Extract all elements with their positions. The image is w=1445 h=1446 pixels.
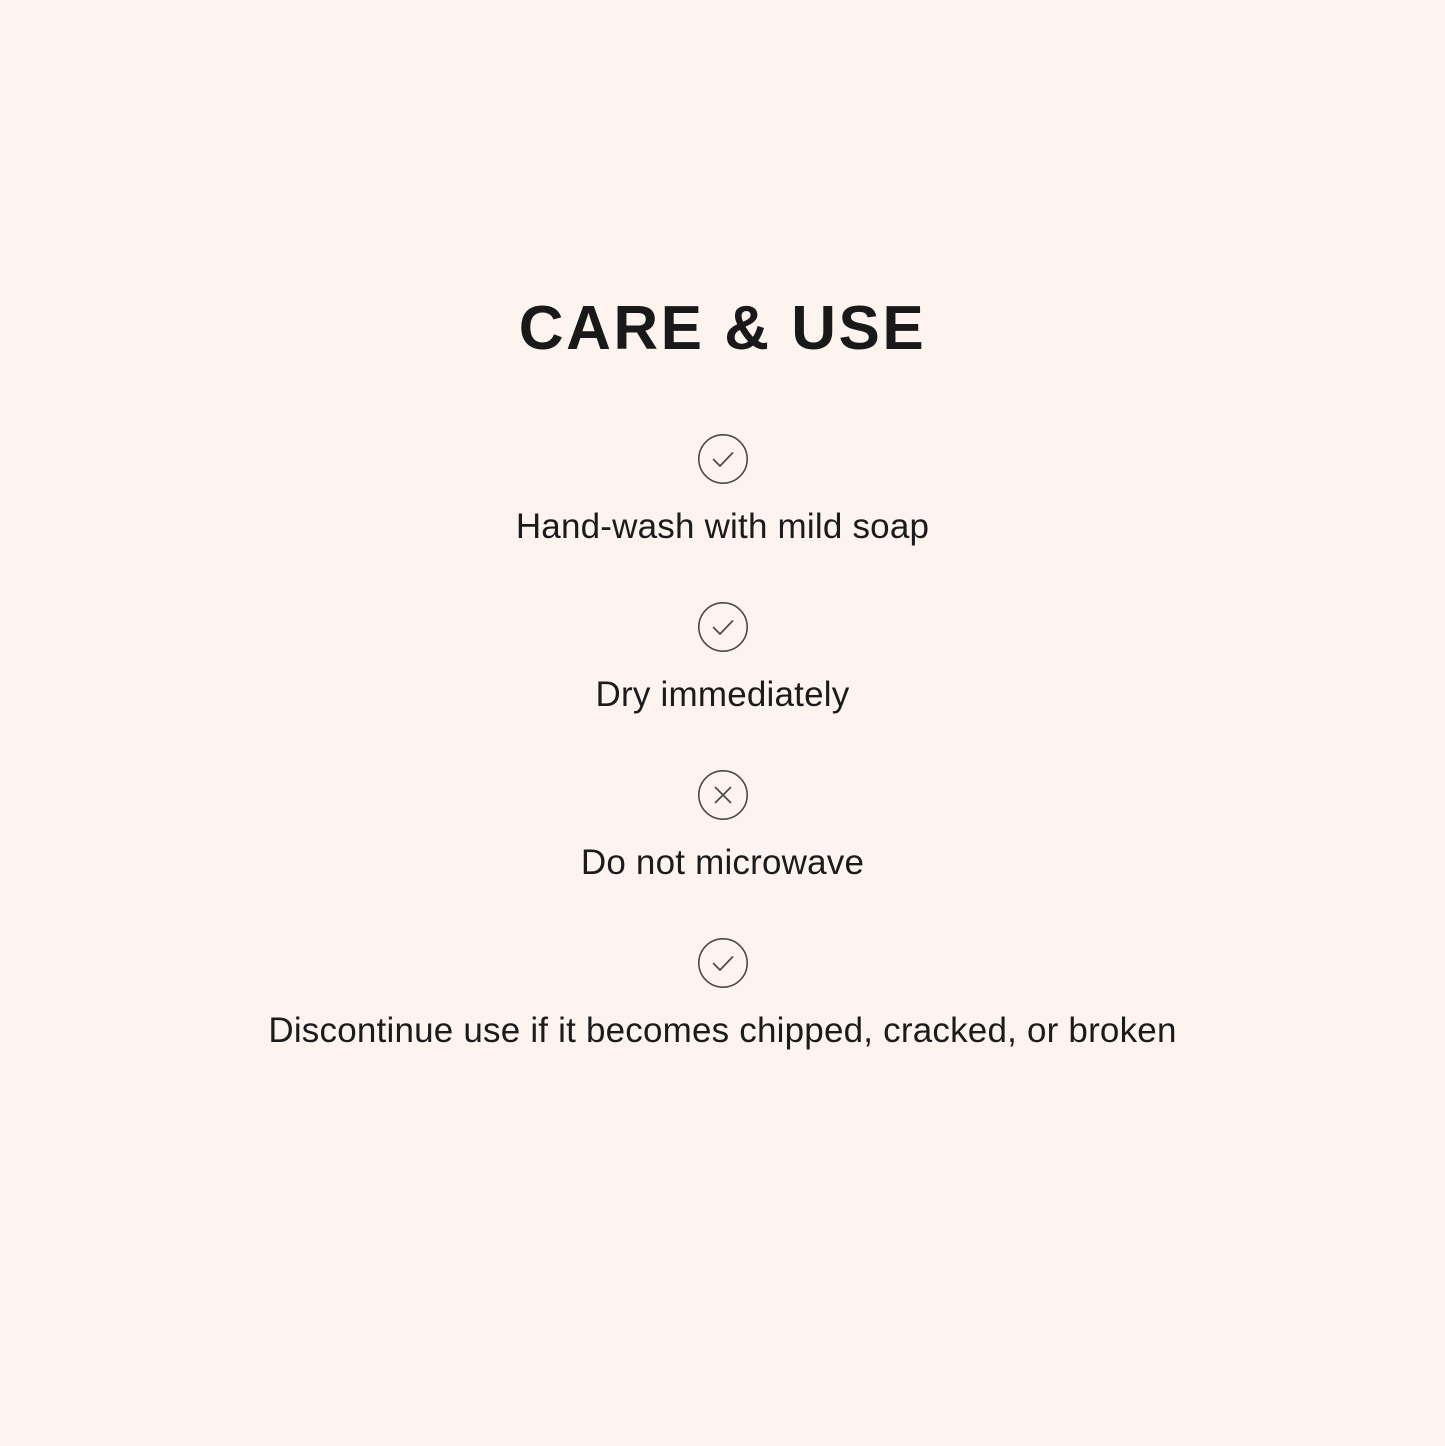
list-item [0, 769, 1445, 884]
list-item-label: Dry immediately [595, 675, 850, 715]
list-item-label: Hand-wash with mild soap [515, 507, 930, 547]
check-circle-icon [697, 433, 749, 485]
care-instruction-list [0, 433, 1445, 1052]
list-item-label: Do not microwave [580, 843, 865, 883]
check-circle-icon [697, 937, 749, 989]
check-circle-icon [697, 601, 749, 653]
list-item [0, 601, 1445, 716]
x-circle-icon [697, 769, 749, 821]
list-item [0, 433, 1445, 548]
list-item [0, 937, 1445, 1052]
page-title: CARE & USE [518, 294, 927, 363]
list-item-label: Discontinue use if it becomes chipped, cracked, or broken [268, 1011, 1177, 1051]
